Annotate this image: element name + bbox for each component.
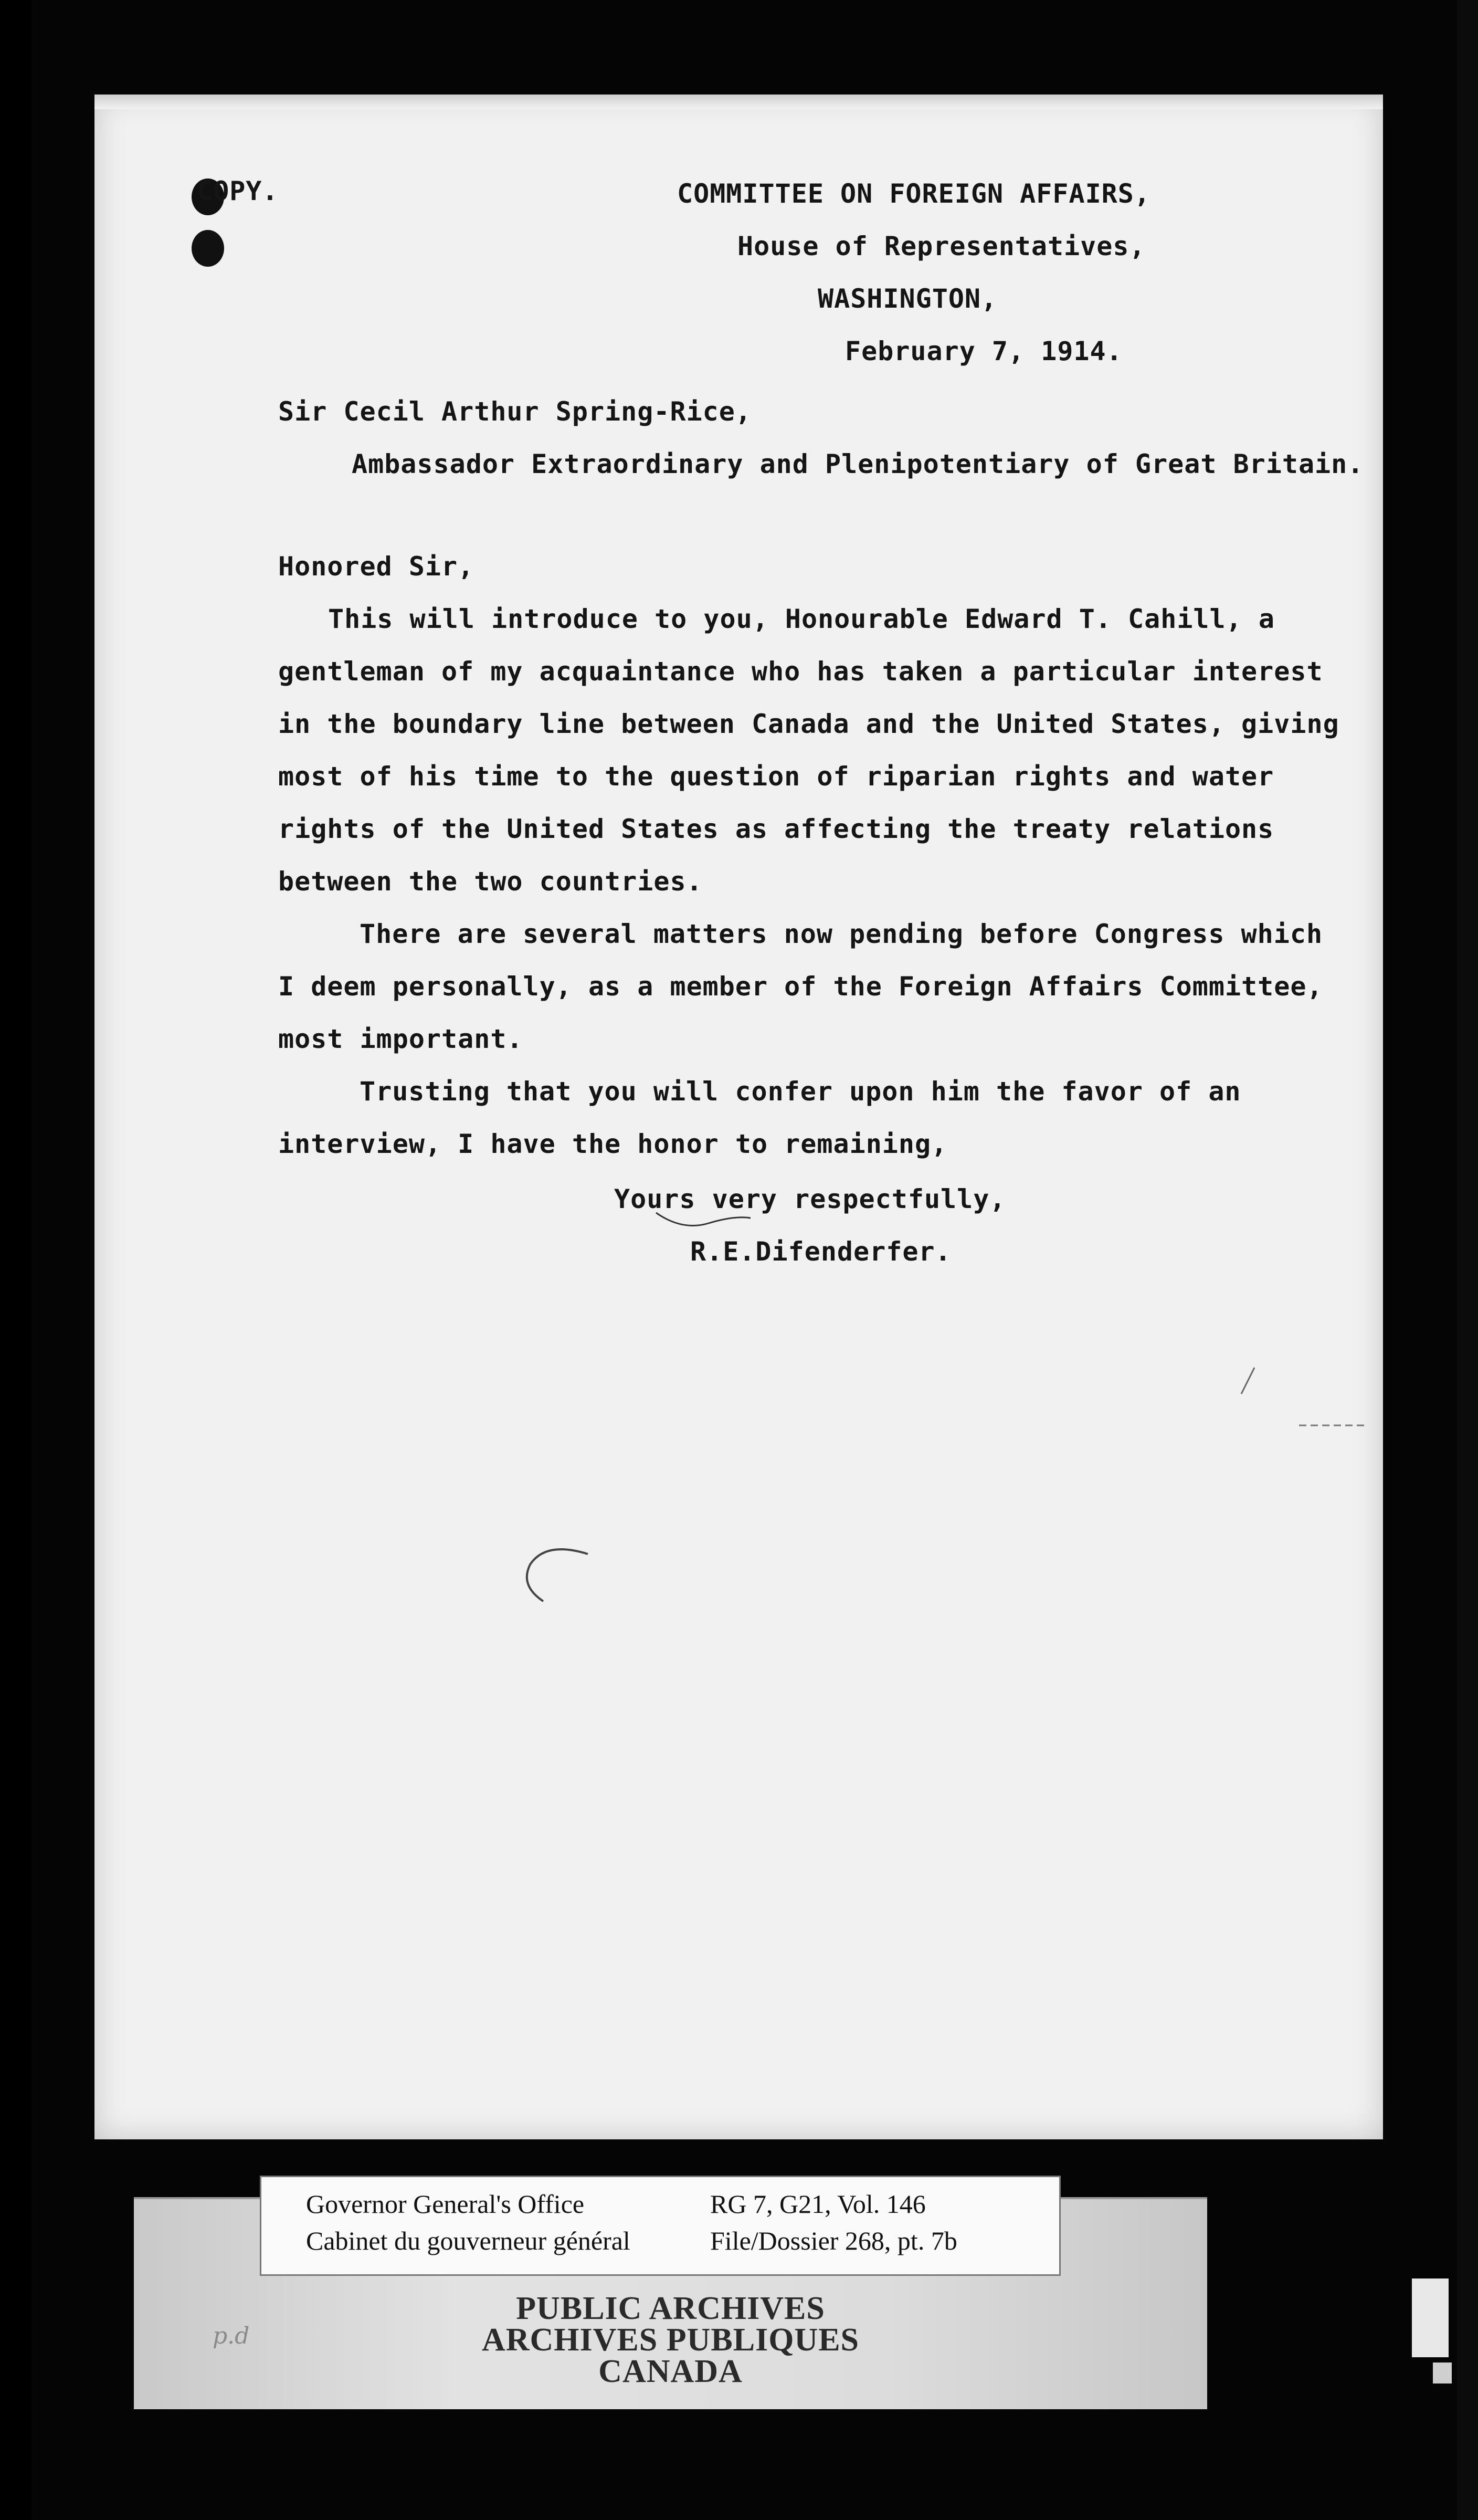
- reference-card: [260, 2176, 1061, 2276]
- body-line: in the boundary line between Canada and the United States, giving: [278, 709, 1339, 739]
- body-line: I deem personally, as a member of the Foreign Affairs Committee,: [278, 971, 1323, 1002]
- recipient-name: Sir Cecil Arthur Spring-Rice,: [278, 396, 752, 427]
- archive-label-strip: [134, 2189, 1207, 2409]
- body-line: interview, I have the honor to remaining,: [278, 1129, 948, 1159]
- pencil-mark-icon: [651, 1202, 756, 1234]
- file-dossier: File/Dossier 268, pt. 7b: [710, 2226, 957, 2255]
- stray-curve-icon: [514, 1544, 598, 1606]
- archives-line-french: ARCHIVES PUBLIQUES: [481, 2322, 860, 2358]
- office-english: Governor General's Office: [306, 2189, 585, 2219]
- body-line: most of his time to the question of riparian rights and water: [278, 761, 1274, 792]
- body-line: There are several matters now pending before Congress which: [360, 919, 1323, 949]
- letterhead-house: House of Representatives,: [737, 231, 1146, 261]
- body-line: most important.: [278, 1024, 523, 1054]
- body-line: Trusting that you will confer upon him the favor of an: [360, 1076, 1241, 1107]
- letter-date: February 7, 1914.: [845, 336, 1123, 366]
- film-edge-marker: [1412, 2278, 1449, 2357]
- page-top-edge: [94, 94, 1383, 109]
- office-french: Cabinet du gouverneur général: [306, 2226, 630, 2255]
- edge-tick-icon: [1239, 1365, 1260, 1396]
- recipient-title: Ambassador Extraordinary and Plenipotentiary of Great Britain.: [352, 449, 1364, 479]
- body-line: This will introduce to you, Honourable Edward T. Cahill, a: [328, 604, 1275, 634]
- scan-border-right: [1457, 0, 1478, 2520]
- archives-line-country: CANADA: [598, 2354, 743, 2389]
- scan-border-left: [0, 0, 31, 2520]
- film-edge-marker-small: [1433, 2362, 1452, 2384]
- signature: R.E.Difenderfer.: [690, 1236, 952, 1267]
- letter-page: [94, 94, 1383, 2139]
- archives-line-english: PUBLIC ARCHIVES: [516, 2291, 825, 2326]
- salutation: Honored Sir,: [278, 551, 474, 582]
- letterhead-city: WASHINGTON,: [818, 284, 998, 314]
- record-group: RG 7, G21, Vol. 146: [710, 2189, 926, 2219]
- copy-label: COPY.: [197, 176, 279, 206]
- letterhead-committee: COMMITTEE ON FOREIGN AFFAIRS,: [677, 178, 1150, 209]
- edge-dash-icon: [1296, 1420, 1370, 1431]
- body-line: gentleman of my acquaintance who has taken a particular interest: [278, 656, 1323, 687]
- margin-note: p.d: [213, 2323, 250, 2349]
- closing: Yours very respectfully,: [614, 1184, 1006, 1214]
- punch-hole-bottom: [192, 230, 224, 267]
- body-line: rights of the United States as affecting the treaty relations: [278, 814, 1274, 844]
- body-line: between the two countries.: [278, 866, 703, 897]
